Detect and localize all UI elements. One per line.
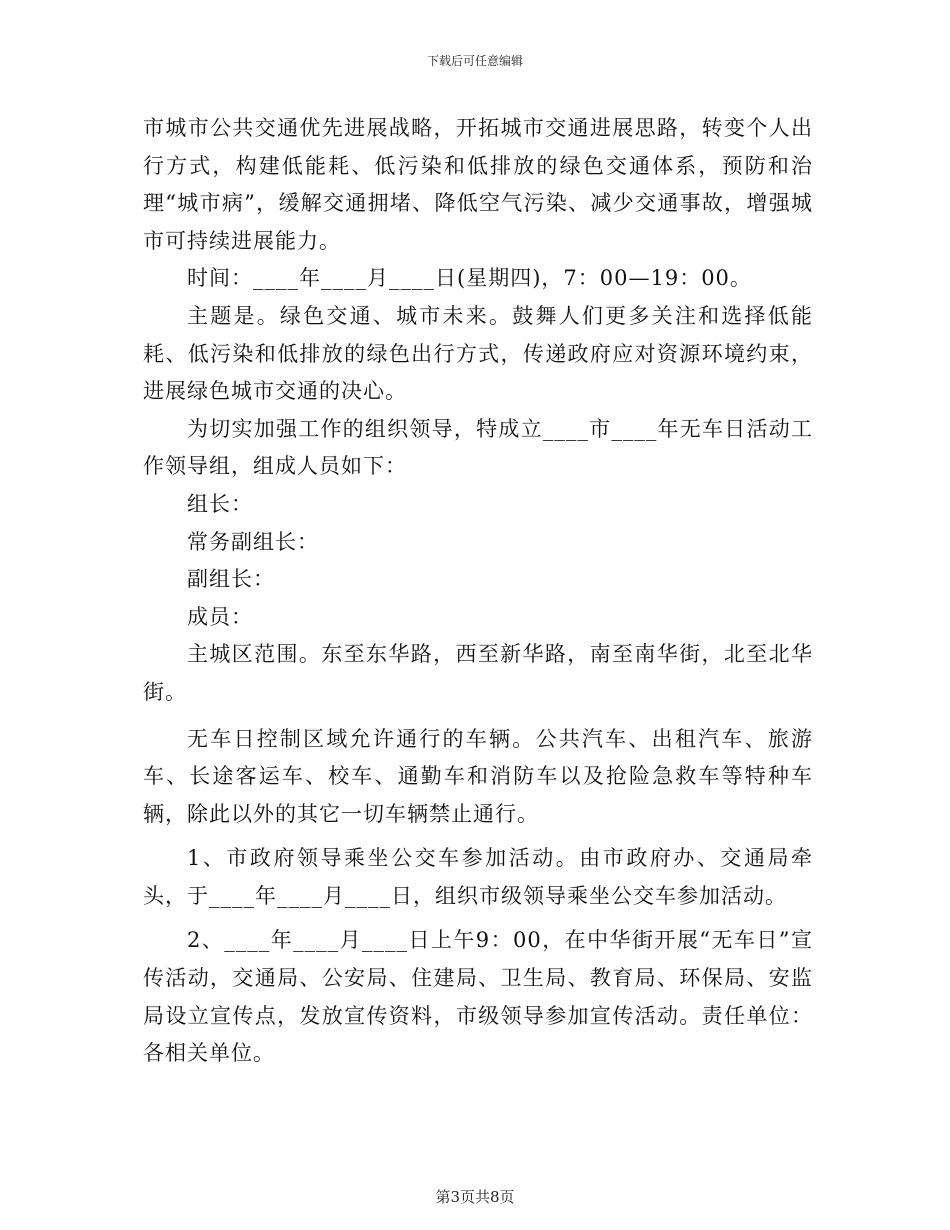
paragraph-allowed-vehicles: 无车日控制区域允许通行的车辆。公共汽车、出租汽车、旅游车、长途客运车、校车、通勤车和消防车以及抢险急救车等特种车辆，除此以外的其它一切车辆禁止通行。	[143, 726, 813, 826]
paragraph-item-1: 1、市政府领导乘坐公交车参加活动。由市政府办、交通局牵头，于____年____月____日，组织市级领导乘坐公交车参加活动。	[143, 846, 813, 908]
page-footer: 第3页共8页	[435, 1188, 515, 1206]
document-body	[143, 110, 813, 1073]
paragraph-item-2: 2、____年____月____日上午9：00，在中华街开展“无车日”宣传活动，交通局、公安局、住建局、卫生局、教育局、环保局、安监局设立宣传点，发放宣传资料，市级领导参加宣传活动。责任单位：各相关单位。	[143, 928, 813, 1066]
page-header: 下载后可任意编辑	[426, 54, 523, 68]
paragraph-deputy-leader: 副组长：	[187, 567, 275, 592]
paragraph-theme: 主题是。绿色交通、城市未来。鼓舞人们更多关注和选择低能耗、低污染和低排放的绿色出行方式，传递政府应对资源环境约束，进展绿色城市交通的决心。	[143, 303, 813, 404]
paragraph-intro: 市城市公共交通优先进展战略，开拓城市交通进展思路，转变个人出行方式，构建低能耗、低污染和低排放的绿色交通体系，预防和治理“城市病”，缓解交通拥堵、降低空气污染、减少交通事故，增强城市可持续进展能力。	[143, 116, 813, 253]
paragraph-executive-deputy: 常务副组长：	[187, 529, 319, 554]
paragraph-members: 成员：	[187, 604, 253, 629]
paragraph-scope: 主城区范围。东至东华路，西至新华路，南至南华街，北至北华街。	[143, 642, 813, 704]
paragraph-leading-group: 为切实加强工作的组织领导，特成立____市____年无车日活动工作领导组，组成人员如下：	[143, 416, 813, 479]
paragraph-time: 时间：____年____月____日(星期四)，7：00—19：00。	[187, 266, 752, 291]
paragraph-leader: 组长：	[187, 491, 253, 516]
